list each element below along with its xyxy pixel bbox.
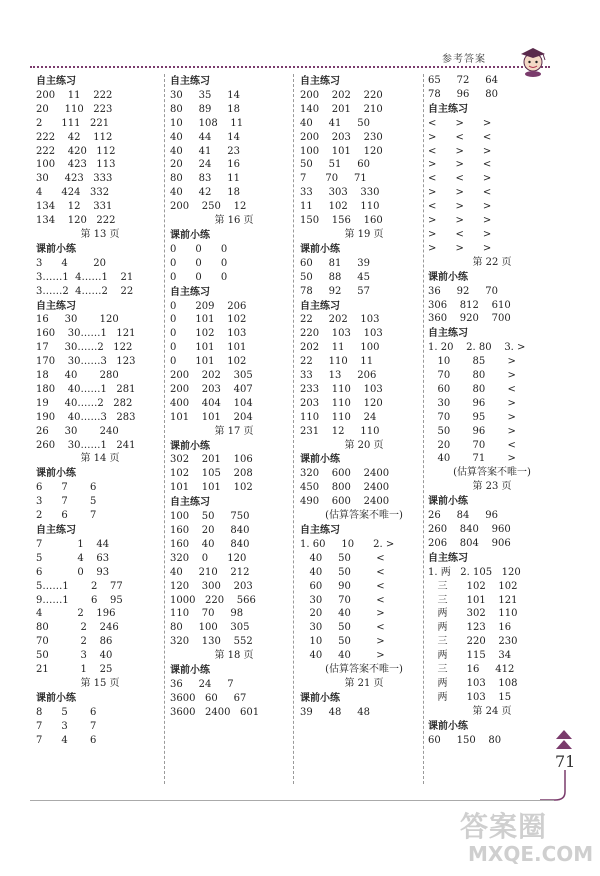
answer-row: 1. 20 2. 80 3. >	[428, 342, 526, 354]
answer-row: 17 30……2 122	[36, 342, 133, 354]
answer-row: 36 92 70	[428, 285, 498, 297]
answer-row: 220 103 103	[300, 328, 383, 340]
answer-row: 200 203 407	[170, 383, 253, 395]
answer-column-1	[36, 74, 164, 748]
answer-row: 3……1 4……1 21	[36, 271, 134, 283]
answer-row: 1000 220 566	[170, 594, 256, 606]
answer-row: 170 30……3 123	[36, 356, 136, 368]
answer-row: > > <	[428, 159, 492, 171]
answer-row: 134 120 222	[36, 215, 116, 227]
answer-row: 5……1 2 77	[36, 580, 123, 592]
answer-row: 203 110 120	[300, 397, 383, 409]
answer-row: 70 95 >	[428, 411, 516, 423]
answer-row: 50 3 40	[36, 650, 113, 662]
corner-curve	[540, 770, 570, 802]
section-heading: 课前小练	[36, 468, 76, 480]
answer-row: 10 85 >	[428, 356, 516, 368]
page-label: 第 18 页	[214, 650, 254, 662]
answer-row: 320 600 2400	[300, 468, 390, 480]
page-label: 第 24 页	[472, 705, 512, 717]
answer-row: 两 103 15	[428, 691, 512, 703]
answer-row: 65 72 64	[428, 75, 498, 86]
answer-row: 三 101 121	[428, 594, 518, 606]
answer-row: 两 103 108	[428, 677, 518, 689]
note-text: (估算答案不唯一)	[453, 467, 531, 479]
answer-row: 70 80 >	[428, 370, 516, 382]
answer-row: 80 100 305	[170, 622, 250, 634]
section-heading: 自主练习	[428, 552, 468, 564]
section-heading: 自主练习	[36, 76, 76, 87]
answer-row: 9……1 6 95	[36, 594, 123, 606]
section-heading: 课前小练	[428, 720, 468, 732]
answer-row: 三 220 230	[428, 636, 518, 648]
answer-row: 80 2 246	[36, 622, 119, 634]
answer-row: 260 840 960	[428, 524, 511, 535]
answer-row: 6 7 6	[36, 482, 97, 494]
section-heading: 课前小练	[170, 440, 210, 452]
answer-row: 7 3 7	[36, 720, 97, 732]
answer-row: 30 423 333	[36, 173, 113, 185]
answer-row: 22 110 11	[300, 356, 374, 368]
answer-row: 360 920 700	[428, 313, 511, 325]
answer-row: 39 48 48	[300, 706, 370, 718]
answer-row: 110 110 24	[300, 411, 377, 423]
answer-row: 140 201 210	[300, 103, 383, 115]
page-label: 第 19 页	[344, 228, 384, 240]
answer-row: 302 201 106	[170, 454, 253, 466]
answer-row: 40 40 >	[300, 650, 385, 662]
answer-row: 40 44 14	[170, 131, 240, 143]
answer-row: 200 11 222	[36, 89, 113, 101]
answer-row: 134 12 331	[36, 201, 113, 213]
answer-column-4	[428, 74, 556, 748]
section-heading: 自主练习	[300, 525, 340, 536]
answer-row: 8 5 6	[36, 706, 97, 718]
answer-row: 50 88 45	[300, 271, 370, 283]
answer-row: 60 80 <	[428, 383, 516, 395]
answer-row: 3600 60 67	[170, 692, 247, 704]
answer-row: 30 70 <	[300, 594, 385, 606]
section-heading: 课前小练	[36, 243, 76, 255]
answer-row: < < >	[428, 173, 492, 185]
answer-row: 40 50 <	[300, 566, 385, 578]
page-number: 71	[555, 752, 576, 771]
column-divider	[164, 74, 165, 784]
answer-row: 200 250 12	[170, 201, 247, 213]
watermark-logo: 答案圈	[460, 810, 548, 843]
answer-row: 1. 60 10 2. >	[300, 538, 395, 550]
answer-row: < > >	[428, 145, 492, 157]
answer-row: 40 210 212	[170, 566, 250, 578]
section-heading: 自主练习	[170, 497, 210, 509]
answer-row: 222 42 112	[36, 131, 113, 143]
answer-row: 40 50 <	[300, 552, 385, 564]
answer-row: 21 1 25	[36, 664, 113, 676]
answer-row: 160 40 840	[170, 538, 250, 550]
answer-row: 100 423 113	[36, 159, 116, 171]
section-heading: 自主练习	[428, 103, 468, 115]
answer-row: 18 40 280	[36, 370, 119, 382]
mascot-icon	[515, 42, 551, 78]
answer-row: 60 81 39	[300, 257, 370, 269]
section-heading: 课前小练	[428, 271, 468, 283]
note-text: (估算答案不唯一)	[325, 664, 403, 676]
answer-row: 两 115 34	[428, 650, 512, 662]
answer-row: 320 130 552	[170, 636, 253, 648]
answer-row: 33 13 206	[300, 370, 377, 382]
answer-row: 180 40……1 281	[36, 383, 136, 395]
column-divider	[293, 74, 294, 784]
answer-row: 4 2 196	[36, 608, 116, 620]
page-label: 第 17 页	[214, 425, 254, 437]
answer-row: > < <	[428, 131, 492, 143]
answer-row: 200 202 305	[170, 370, 253, 382]
section-heading: 课前小练	[300, 692, 340, 704]
footer-line	[30, 800, 554, 801]
section-heading: 自主练习	[170, 286, 210, 298]
answer-row: 20 70 <	[428, 439, 516, 451]
answer-row: 260 30……1 241	[36, 439, 136, 451]
answer-row: 101 101 102	[170, 482, 253, 494]
section-heading: 课前小练	[300, 454, 340, 466]
answer-row: 20 40 >	[300, 608, 385, 620]
answer-row: 0 209 206	[170, 300, 247, 312]
answer-row: 206 804 906	[428, 537, 511, 549]
answer-row: 40 71 >	[428, 453, 516, 465]
section-heading: 自主练习	[36, 300, 76, 312]
answer-row: 3600 2400 601	[170, 706, 260, 718]
answer-row: 0 101 101	[170, 342, 247, 354]
answer-row: 三 16 412	[428, 664, 515, 676]
answer-row: > < >	[428, 228, 492, 240]
answer-row: > > >	[428, 215, 492, 227]
answer-row: 101 101 204	[170, 411, 253, 423]
double-up-arrow-icon	[552, 730, 576, 752]
answer-row: 80 83 11	[170, 173, 240, 185]
answer-row: 78 96 80	[428, 88, 498, 100]
answer-row: 200 203 230	[300, 131, 383, 143]
answer-row: 33 303 330	[300, 187, 380, 199]
answer-row: 30 50 <	[300, 622, 385, 634]
page-label: 第 20 页	[344, 439, 384, 451]
answer-row: 50 96 >	[428, 425, 516, 437]
header-title: 参考答案	[442, 54, 486, 65]
answer-row: 10 50 >	[300, 636, 385, 648]
answer-row: 2 111 221	[36, 117, 110, 129]
answer-row: 200 202 220	[300, 89, 383, 101]
answer-row: 7 4 6	[36, 734, 97, 746]
answer-row: 两 302 110	[428, 608, 518, 620]
answer-row: 0 102 103	[170, 328, 247, 340]
answer-row: 26 30 240	[36, 425, 119, 437]
answer-row: 2 6 7	[36, 510, 97, 522]
answer-row: 40 42 18	[170, 187, 240, 199]
answer-row: 60 150 80	[428, 734, 502, 746]
section-heading: 课前小练	[36, 692, 76, 704]
answer-row: 78 92 57	[300, 285, 370, 297]
answer-row: 30 96 >	[428, 397, 516, 409]
answer-row: 0 101 102	[170, 356, 247, 368]
answer-row: 60 90 <	[300, 580, 385, 592]
answer-row: 233 110 103	[300, 383, 383, 395]
answer-row: 100 50 750	[170, 511, 250, 523]
section-heading: 课前小练	[300, 243, 340, 255]
page-label: 第 22 页	[472, 256, 512, 268]
answer-row: 19 40……2 282	[36, 397, 133, 409]
note-text: (估算答案不唯一)	[325, 510, 403, 522]
answer-row: 231 12 110	[300, 425, 380, 437]
answer-row: 320 0 120	[170, 552, 247, 564]
answer-row: 450 800 2400	[300, 482, 390, 494]
answer-row: 400 404 104	[170, 397, 253, 409]
answer-row: 40 41 50	[300, 117, 370, 129]
answer-row: 100 101 120	[300, 145, 383, 157]
answer-row: 0 101 102	[170, 314, 247, 326]
answer-row: 0 0 0	[170, 271, 228, 283]
page-label: 第 21 页	[344, 677, 384, 689]
answer-row: 4 424 332	[36, 187, 110, 199]
page-label: 第 15 页	[80, 677, 120, 689]
answer-row: 3……2 4……2 22	[36, 285, 134, 297]
answer-row: 40 41 23	[170, 145, 240, 157]
answer-row: 3 7 5	[36, 496, 97, 508]
column-divider	[423, 74, 424, 784]
answer-row: 20 110 223	[36, 103, 113, 115]
section-heading: 自主练习	[170, 76, 210, 87]
watermark-url: MXQE.COM	[468, 842, 594, 866]
answer-column-3	[300, 74, 428, 720]
answer-row: 11 102 110	[300, 201, 380, 213]
answer-row: 0 0 0	[170, 257, 228, 269]
answer-row: 7 70 71	[300, 173, 367, 185]
answer-row: 3 4 20	[36, 257, 106, 269]
answer-row: > > >	[428, 242, 492, 254]
answer-row: 26 84 96	[428, 510, 498, 522]
answer-row: 306 812 610	[428, 299, 511, 311]
answer-row: 22 202 103	[300, 314, 380, 326]
answer-row: 110 70 98	[170, 608, 244, 620]
answer-row: 7 1 44	[36, 538, 110, 550]
answer-row: 0 0 0	[170, 243, 228, 255]
answer-row: 6 0 93	[36, 566, 110, 578]
answer-column-2	[170, 74, 298, 720]
answer-row: 202 11 100	[300, 342, 380, 354]
answer-row: 222 420 112	[36, 145, 116, 157]
answer-row: < > >	[428, 117, 492, 129]
answer-row: 50 51 60	[300, 159, 370, 171]
page-label: 第 13 页	[80, 228, 120, 240]
answer-row: 两 123 16	[428, 622, 512, 634]
section-heading: 课前小练	[428, 496, 468, 508]
page-label: 第 23 页	[472, 481, 512, 493]
answer-row: 10 108 11	[170, 117, 244, 129]
answer-row: 16 30 120	[36, 314, 119, 326]
answer-row: 190 40……3 283	[36, 411, 136, 423]
answer-row: 1. 两 2. 105 120	[428, 566, 521, 578]
section-heading: 自主练习	[428, 328, 468, 340]
answer-row: 150 156 160	[300, 215, 383, 227]
answer-row: > > <	[428, 187, 492, 199]
answer-row: 490 600 2400	[300, 496, 390, 508]
answer-row: 102 105 208	[170, 468, 253, 480]
section-heading: 课前小练	[170, 229, 210, 241]
answer-row: 36 24 7	[170, 678, 234, 690]
answer-row: 三 102 102	[428, 580, 518, 592]
section-heading: 自主练习	[300, 300, 340, 312]
page-label: 第 16 页	[214, 215, 254, 227]
section-heading: 自主练习	[300, 76, 340, 87]
answer-row: 5 4 63	[36, 552, 110, 564]
answer-row: 20 24 16	[170, 159, 240, 171]
answer-row: 80 89 18	[170, 103, 240, 115]
answer-row: 30 35 14	[170, 89, 240, 101]
section-heading: 自主练习	[36, 525, 76, 536]
page-label: 第 14 页	[80, 453, 120, 465]
section-heading: 课前小练	[170, 665, 210, 677]
answer-row: < > >	[428, 201, 492, 213]
answer-row: 70 2 86	[36, 636, 113, 648]
header-dotted-line	[30, 66, 550, 68]
answer-row: 120 300 203	[170, 580, 253, 592]
answer-row: 160 30……1 121	[36, 328, 136, 340]
answer-row: 160 20 840	[170, 525, 250, 536]
